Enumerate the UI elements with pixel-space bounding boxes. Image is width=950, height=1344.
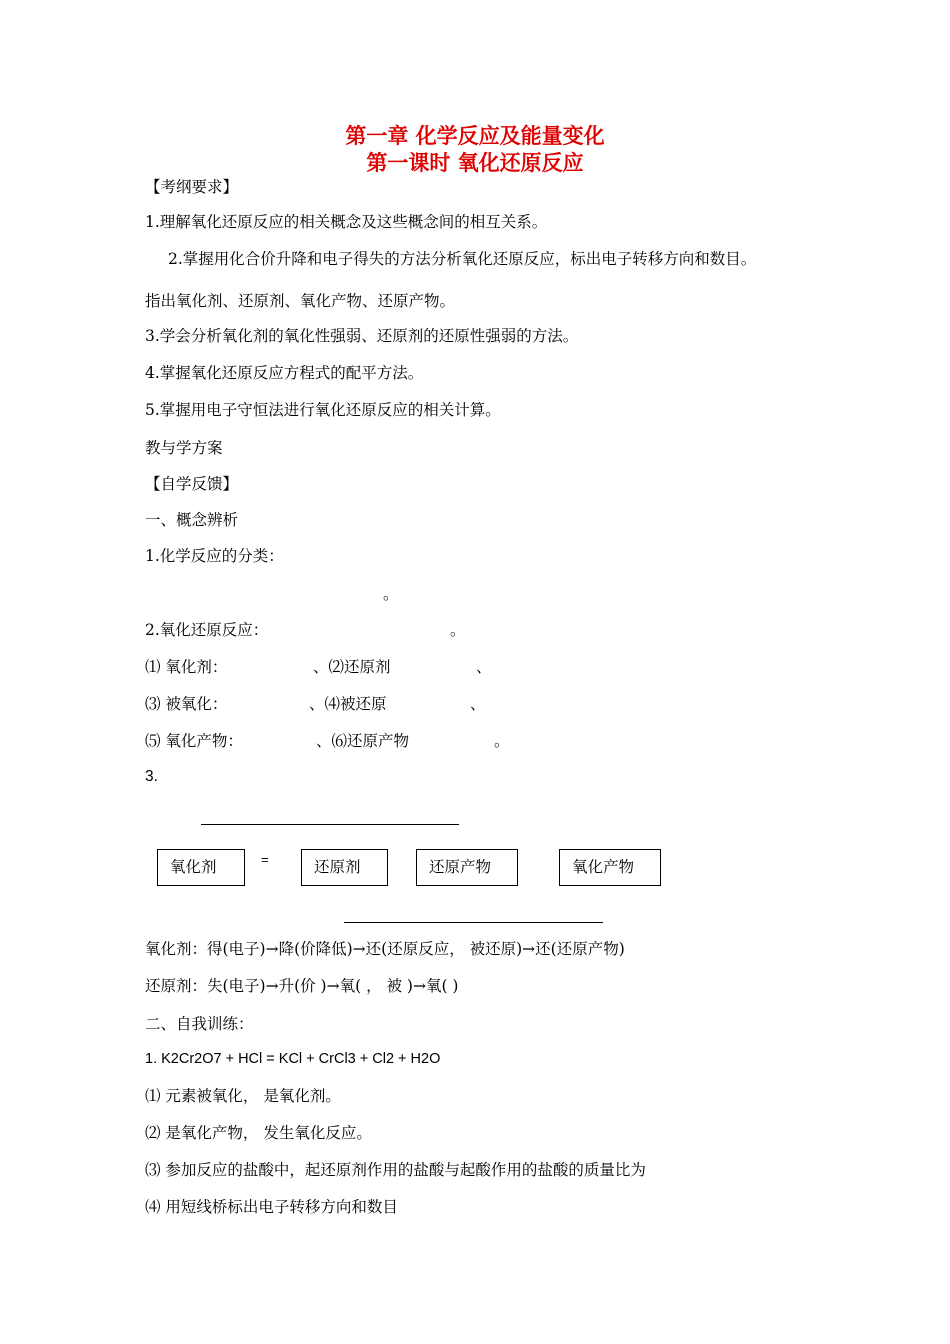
blank-separator: 、 bbox=[476, 658, 492, 676]
equals-sign: = bbox=[261, 852, 269, 867]
chapter-title: 第一章 化学反应及能量变化 bbox=[345, 123, 605, 148]
plan-label: 教与学方案 bbox=[145, 439, 223, 457]
blank-reductant: 、⑵还原剂 bbox=[313, 658, 391, 676]
oxidant-chain: 氧化剂：得(电子)→降(价降低)→还(还原反应， 被还原)→还(还原产物) bbox=[145, 940, 625, 958]
blank-reduced: 、⑷被还原 bbox=[309, 695, 387, 713]
question-3: 3. bbox=[145, 768, 158, 785]
requirement-item: 4.掌握氧化还原反应方程式的配平方法。 bbox=[145, 364, 424, 382]
box-oxidation-product: 氧化产物 bbox=[559, 849, 661, 886]
box-reduction-product: 还原产物 bbox=[416, 849, 518, 886]
bottom-bracket-line bbox=[344, 922, 603, 923]
question-1-period: 。 bbox=[383, 585, 399, 603]
question-part-3: ⑶ 参加反应的盐酸中，起还原剂作用的盐酸与起酸作用的盐酸的质量比为 bbox=[145, 1161, 646, 1179]
training-heading: 二、自我训练： bbox=[145, 1015, 254, 1033]
blank-oxidant: ⑴ 氧化剂： bbox=[145, 658, 228, 676]
lesson-title: 第一课时 氧化还原反应 bbox=[366, 150, 584, 175]
requirement-item: 1.理解氧化还原反应的相关概念及这些概念间的相互关系。 bbox=[145, 213, 548, 231]
question-2: 2.氧化还原反应： bbox=[145, 621, 269, 639]
blank-oxidation-product: ⑸ 氧化产物： bbox=[145, 732, 243, 750]
question-part-2: ⑵ 是氧化产物， 发生氧化反应。 bbox=[145, 1124, 372, 1142]
question-1: 1.化学反应的分类： bbox=[145, 547, 284, 565]
requirement-item: 2.掌握用化合价升降和电子得失的方法分析氧化还原反应，标出电子转移方向和数目。 bbox=[168, 250, 757, 268]
box-reductant: 还原剂 bbox=[301, 849, 388, 886]
section-concepts: 一、概念辨析 bbox=[145, 511, 239, 529]
requirements-heading: 【考纲要求】 bbox=[145, 178, 239, 196]
blank-separator: 、 bbox=[470, 695, 486, 713]
requirement-item: 指出氧化剂、还原剂、氧化产物、还原产物。 bbox=[145, 292, 456, 310]
box-oxidant: 氧化剂 bbox=[157, 849, 245, 886]
reductant-chain: 还原剂：失(电子)→升(价 )→氧( ， 被 )→氧( ) bbox=[145, 977, 459, 995]
question-2-period: 。 bbox=[450, 621, 466, 639]
question-part-4: ⑷ 用短线桥标出电子转移方向和数目 bbox=[145, 1198, 398, 1216]
top-bracket-line bbox=[201, 824, 459, 825]
feedback-heading: 【自学反馈】 bbox=[145, 475, 239, 493]
blank-reduction-product: 、⑹还原产物 bbox=[316, 732, 410, 750]
question-part-1: ⑴ 元素被氧化， 是氧化剂。 bbox=[145, 1087, 341, 1105]
blank-period: 。 bbox=[494, 732, 510, 750]
requirement-item: 3.学会分析氧化剂的氧化性强弱、还原剂的还原性强弱的方法。 bbox=[145, 327, 579, 345]
blank-oxidized: ⑶ 被氧化： bbox=[145, 695, 228, 713]
requirement-item: 5.掌握用电子守恒法进行氧化还原反应的相关计算。 bbox=[145, 401, 501, 419]
equation: 1. K2Cr2O7 + HCl = KCl + CrCl3 + Cl2 + H2O bbox=[145, 1051, 441, 1067]
